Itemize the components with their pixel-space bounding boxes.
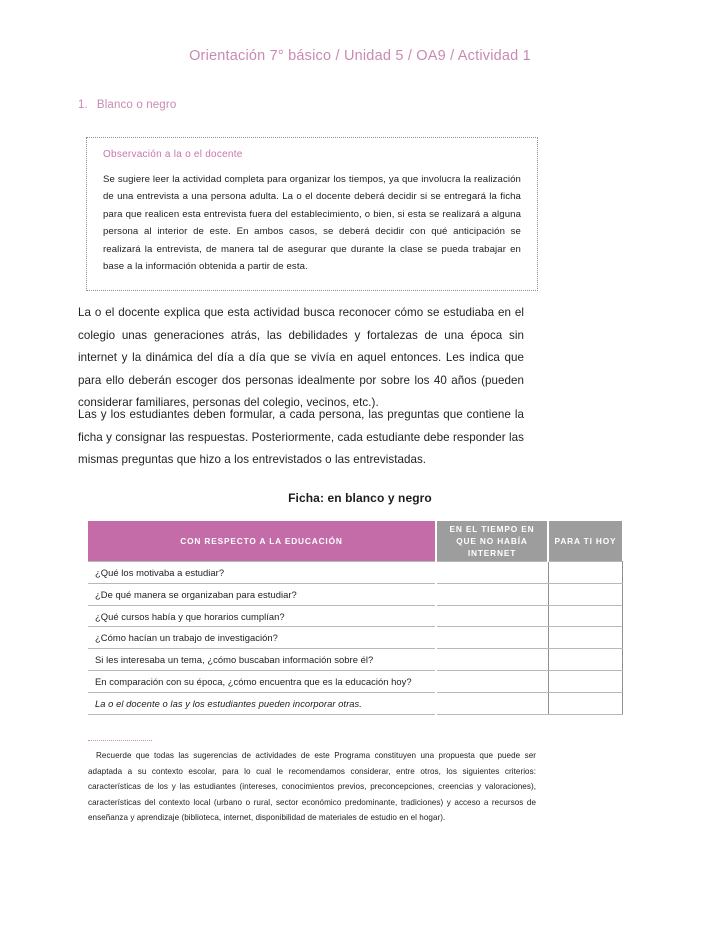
question-cell: ¿Cómo hacían un trabajo de investigación? — [88, 627, 436, 649]
question-cell: ¿Qué cursos había y que horarios cumplían? — [88, 605, 436, 627]
answer-today-cell[interactable] — [548, 562, 622, 584]
question-cell: ¿Qué los motivaba a estudiar? — [88, 562, 436, 584]
answer-today-cell[interactable] — [548, 583, 622, 605]
footnote-text: Recuerde que todas las sugerencias de actividades de este Programa constituyen una propuesta que puede ser adaptada a su contexto escolar, para lo cual le recomendamos considerar, entre otros, los siguientes criterios: características de los y las estudiantes (intereses, conocimientos previos, preconcepciones, creencias y valoraciones), características del contexto local (urbano o rural, sector económico predominante, tradiciones) y acceso a recursos de enseñanza y aprendizaje (biblioteca, internet, disponibilidad de materiales de estudio en el hogar). — [88, 751, 536, 823]
answer-past-cell[interactable] — [436, 692, 548, 714]
observation-heading: Observación a la o el docente — [103, 149, 243, 160]
answer-past-cell[interactable] — [436, 649, 548, 671]
answer-past-cell[interactable] — [436, 627, 548, 649]
observation-box — [86, 137, 538, 291]
body-paragraph-1: La o el docente explica que esta actividad busca reconocer cómo se estudiaba en el colegio unas generaciones atrás, las debilidades y fortalezas de una época sin internet y la dinámica del día a día que se vivía en aquel entonces. Les indica que para ello deberán escoger dos personas idealmente por sobre los 40 años (pueden considerar familiares, personas del colegio, vecinos, etc.). — [78, 306, 524, 410]
section-title: Blanco o negro — [96, 99, 177, 111]
footnote-divider — [88, 740, 152, 741]
answer-today-cell[interactable] — [548, 649, 622, 671]
question-cell: Si les interesaba un tema, ¿cómo buscaban información sobre él? — [88, 649, 436, 671]
table-row — [88, 649, 622, 671]
answer-past-cell[interactable] — [436, 583, 548, 605]
footnote — [88, 740, 536, 826]
ficha-table — [88, 521, 623, 715]
table-row — [88, 605, 622, 627]
answer-today-cell[interactable] — [548, 627, 622, 649]
table-row — [88, 583, 622, 605]
table-row — [88, 671, 622, 693]
column-header-para-ti-hoy: PARA TI HOY — [548, 521, 622, 562]
section-number: 1. — [78, 99, 88, 111]
ficha-table-head — [88, 521, 622, 562]
question-cell: La o el docente o las y los estudiantes pueden incorporar otras. — [88, 692, 436, 714]
ficha-table-container — [88, 521, 622, 715]
ficha-title: Ficha: en blanco y negro — [288, 491, 432, 505]
table-row — [88, 692, 622, 714]
document-title: Orientación 7° básico / Unidad 5 / OA9 / Actividad 1 — [189, 48, 531, 64]
table-header-row — [88, 521, 622, 562]
table-row — [88, 627, 622, 649]
answer-today-cell[interactable] — [548, 692, 622, 714]
answer-today-cell[interactable] — [548, 605, 622, 627]
answer-past-cell[interactable] — [436, 562, 548, 584]
column-header-sin-internet: EN EL TIEMPO EN QUE NO HABÍA INTERNET — [436, 521, 548, 562]
column-header-educacion: CON RESPECTO A LA EDUCACIÓN — [88, 521, 436, 562]
answer-past-cell[interactable] — [436, 605, 548, 627]
section-heading — [78, 99, 176, 111]
question-cell: ¿De qué manera se organizaban para estudiar? — [88, 583, 436, 605]
answer-past-cell[interactable] — [436, 671, 548, 693]
question-cell: En comparación con su época, ¿cómo encuentra que es la educación hoy? — [88, 671, 436, 693]
body-paragraph-2: Las y los estudiantes deben formular, a cada persona, las preguntas que contiene la ficha y consignar las respuestas. Posteriormente, cada estudiante debe responder las mismas preguntas que hizo a los entrevistados o las entrevistadas. — [78, 408, 524, 467]
ficha-table-body — [88, 562, 622, 715]
table-row — [88, 562, 622, 584]
answer-today-cell[interactable] — [548, 671, 622, 693]
observation-text: Se sugiere leer la actividad completa para organizar los tiempos, ya que involucra la realización de una entrevista a una persona adulta. La o el docente deberá decidir si se entregará la ficha para que realicen esta entrevista fuera del establecimiento, o bien, si esta se realizará a alguna persona al interior de este. En ambos casos, se deberá decidir con qué anticipación se realizará la entrevista, de manera tal de asegurar que durante la clase se pueda trabajar en base a la información obtenida a partir de esta. — [103, 174, 521, 273]
